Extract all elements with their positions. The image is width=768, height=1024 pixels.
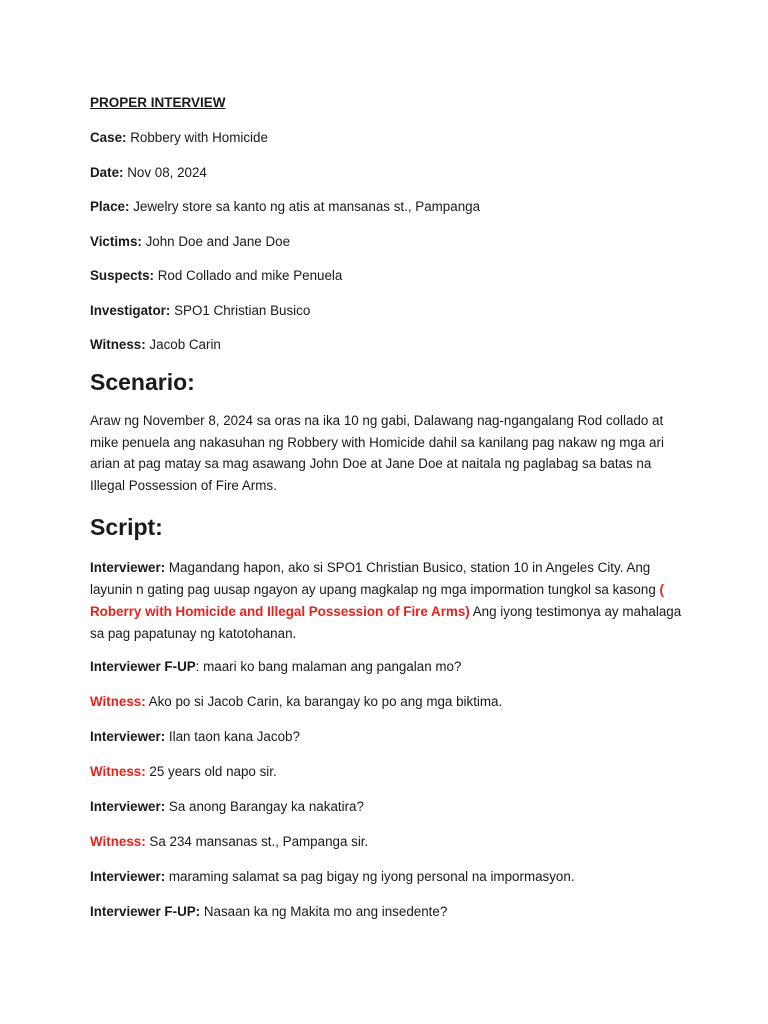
- case-fields: [90, 129, 690, 354]
- dialogue-line: Interviewer F-UP: Nasaan ka ng Makita mo ang insedente?: [90, 903, 448, 919]
- dialogue-line: Witness: 25 years old napo sir.: [90, 763, 277, 779]
- script-dialogue: [90, 658, 690, 921]
- field-witness: Witness: Jacob Carin: [90, 337, 221, 352]
- field-case: Case: Robbery with Homicide: [90, 130, 268, 145]
- field-date: Date: Nov 08, 2024: [90, 164, 207, 180]
- scenario-heading: Scenario:: [90, 369, 195, 395]
- field-suspects: Suspects: Rod Collado and mike Penuela: [90, 268, 343, 283]
- dialogue-line: Interviewer: maraming salamat sa pag bigay ng iyong personal na impormasyon.: [90, 868, 575, 884]
- scenario-paragraph: Araw ng November 8, 2024 sa oras na ika 10 ng gabi, Dalawang nag-ngangalang Rod collado at mike penuela ang nakasuhan ng Robbery with Homicide dahil sa kanilang pag nakaw ng mga ari arian at pag matay sa mag asawang John Doe at Jane Doe at naitala ng paglabag sa batas na Illegal Possession of Fire Arms.: [90, 413, 664, 494]
- speaker-label: Interviewer:: [90, 559, 166, 575]
- field-victims: Victims: John Doe and Jane Doe: [90, 233, 291, 249]
- field-place: Place: Jewelry store sa kanto ng atis at mansanas st., Pampanga: [90, 199, 481, 214]
- dialogue-line: Interviewer F-UP: maari ko bang malaman ang pangalan mo?: [90, 658, 462, 674]
- document-title: PROPER INTERVIEW: [90, 95, 226, 110]
- field-investigator: Investigator: SPO1 Christian Busico: [90, 302, 311, 318]
- dialogue-line: Witness: Sa 234 mansanas st., Pampanga sir.: [90, 833, 369, 849]
- case-highlight: Roberry with Homicide and Illegal Possession of Fire Arms): [90, 603, 470, 619]
- dialogue-line: Interviewer: Sa anong Barangay ka nakatira?: [90, 798, 364, 814]
- dialogue-line: Witness: Ako po si Jacob Carin, ka barangay ko po ang mga biktima.: [90, 693, 503, 709]
- document-body: [90, 94, 690, 921]
- script-intro: Interviewer: Magandang hapon, ako si SPO1 Christian Busico, station 10 in Angeles City. Ang layunin n gating pag uusap ngayon ay upang magkalap ng mga impormation tungkol sa kasong ( Roberry with Homicide and Illegal Possession of Fire Arms) Ang iyong testimonya ay mahalaga sa pag papatunay ng katotohanan.: [90, 559, 682, 641]
- script-heading: Script:: [90, 513, 163, 540]
- dialogue-line: Interviewer: Ilan taon kana Jacob?: [90, 728, 300, 744]
